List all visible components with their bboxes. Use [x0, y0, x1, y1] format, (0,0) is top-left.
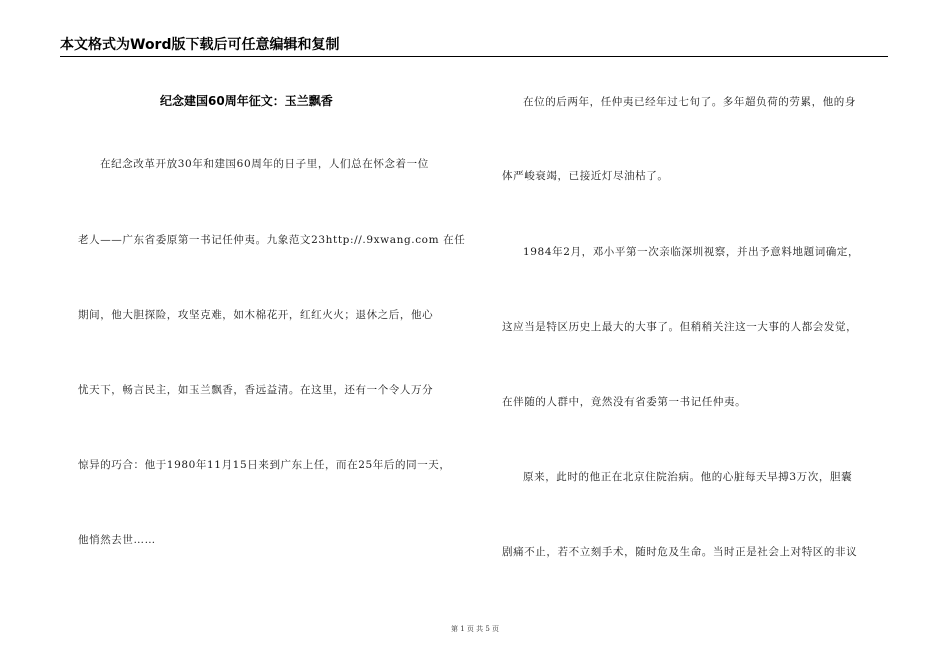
header-divider: [60, 56, 888, 57]
document-header-title: 本文格式为Word版下载后可任意编辑和复制: [60, 37, 340, 53]
body-line: 这应当是特区历史上最大的大事了。但稍稍关注这一大事的人都会发觉，: [502, 321, 858, 333]
body-line: 剧痛不止，若不立刻手术，随时危及生命。当时正是社会上对特区的非议: [502, 546, 858, 558]
body-line: 老人——广东省委原第一书记任仲夷。九象范文23http://.9xwang.com 在任: [78, 234, 466, 246]
body-line: 惊异的巧合：他于1980年11月15日来到广东上任，而在25年后的同一天，: [78, 459, 451, 471]
page-footer: 第 1 页 共 5 页: [450, 625, 500, 633]
body-line: 原来，此时的他正在北京住院治病。他的心脏每天早搏3万次，胆囊: [523, 471, 853, 483]
body-line: 他悄然去世……: [78, 534, 156, 546]
body-line: 在纪念改革开放30年和建国60周年的日子里，人们总在怀念着一位: [100, 158, 429, 170]
article-title: 纪念建国60周年征文：玉兰飘香: [160, 94, 333, 108]
body-line: 在位的后两年，任仲夷已经年过七旬了。多年超负荷的劳累，他的身: [523, 96, 856, 108]
body-line: 体严峻衰竭，已接近灯尽油枯了。: [502, 170, 669, 182]
body-line: 在伴随的人群中，竟然没有省委第一书记任仲夷。: [502, 396, 747, 408]
body-line: 忧天下，畅言民主，如玉兰飘香，香远益清。在这里，还有一个令人万分: [78, 384, 434, 396]
body-line: 1984年2月，邓小平第一次亲临深圳视察，并出予意料地题词确定，: [523, 246, 860, 258]
body-line: 期间，他大胆探险，攻坚克难，如木棉花开，红红火火；退休之后，他心: [78, 309, 434, 321]
